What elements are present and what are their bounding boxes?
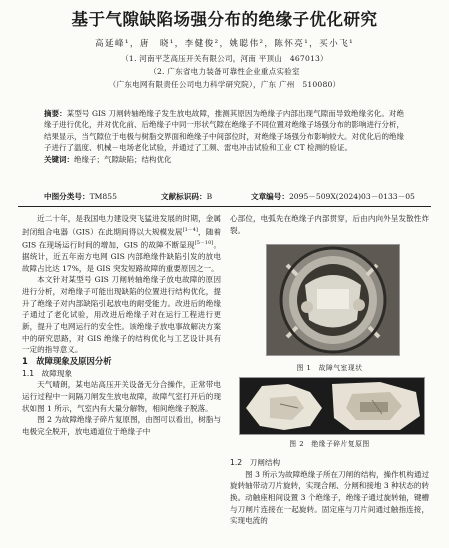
affiliation-2: （2. 广东省电力装备可靠性企业重点实验室 bbox=[149, 67, 300, 76]
figure-1-photo bbox=[266, 244, 400, 356]
affiliation-3: （广东电网有限责任公司电力科学研究院），广东 广州 510080） bbox=[108, 80, 341, 89]
section-1-1-paragraph-2: 图 2 为故障绝缘子碎片复原图，由图可以看出，树脂与电极完全脱开，放电通道位于绝缘子中 bbox=[22, 415, 221, 436]
paper-title: 基于气隙缺陷场强分布的绝缘子优化研究 bbox=[71, 10, 378, 29]
clc-value: TM855 bbox=[89, 192, 117, 201]
article-no-value: 2095－509X(2024)03－0133－05 bbox=[288, 192, 415, 201]
figure-2-caption: 图 2 绝缘子碎片复原图 bbox=[289, 440, 370, 448]
doc-code-value: B bbox=[206, 192, 213, 201]
clc-number bbox=[44, 191, 117, 202]
figure-2-photo bbox=[239, 377, 425, 435]
section-1-2-paragraph: 图 3 所示为故障绝缘子所在刀闸的结构，操作机构通过旋转轴带动刀片旋转，实现合闸、分闸和接地 3 种状态的转换。动触座相间设置 3 个绝缘子，绝缘子通过旋转轴，键槽与刀闸片连接在一起旋转。固定座与刀片间通过触指连接，实现电流的 bbox=[230, 469, 429, 526]
section-1-title: 1 故障现象及原因分析 bbox=[22, 355, 112, 366]
intro-ref-2: [5－10] bbox=[194, 239, 214, 246]
section-1-2-title: 1.2 刀闸结构 bbox=[230, 458, 281, 467]
article-number bbox=[251, 191, 415, 202]
intro-paragraph-1: 近二十年，是我国电力建设突飞猛进发展的时期，金属封闭组合电器（GIS）在此期间得以大规模发展[1－4]，随着 GIS 在现场运行时间的增加，GIS 的故障不断显现[5－10]。据统计，近五年南方电网 GIS 内部绝缘件缺陷引发的放电故障占比达 17%，是 GIS 突发短路故障的重要原因之一。 bbox=[22, 214, 221, 273]
document-code bbox=[161, 191, 212, 202]
abstract-block bbox=[44, 108, 404, 165]
figure-2-image bbox=[240, 378, 424, 434]
section-1-1-title: 1.1 故障现象 bbox=[22, 368, 73, 378]
right-column-bottom-text bbox=[230, 457, 429, 527]
section-1-1-paragraph-1: 天气晴朗，某电站高压开关设备无分合操作，正常带电运行过程中一间隔刀闸发生放电故障，故障气室打开后的现状如图 1 所示，气室内有大量分解物，相间绝缘子脱落。 bbox=[22, 380, 221, 413]
doc-code-label: 文献标识码： bbox=[161, 192, 207, 201]
article-no-label: 文章编号： bbox=[251, 192, 289, 201]
abstract-label: 摘要： bbox=[44, 109, 67, 118]
figure-1-image bbox=[267, 245, 399, 355]
affiliation-1: （1. 河南平芝高压开关有限公司，河南 平顶山 467013） bbox=[121, 54, 328, 63]
author-list: 高延峰¹，唐 晓¹，李健俊²，姚聪伟²，陈怀亮¹，买小飞¹ bbox=[95, 39, 354, 49]
clc-label: 中图分类号： bbox=[44, 192, 90, 201]
left-column bbox=[22, 213, 221, 438]
right-column-top-text bbox=[230, 213, 429, 236]
header-divider bbox=[18, 206, 431, 207]
figure-1-caption: 图 1 故障气室现状 bbox=[296, 364, 363, 372]
intro-paragraph-2: 本文针对某型号 GIS 刀闸转轴绝缘子放电故障的原因进行分析，对绝缘子可能出现缺陷的位置进行结构优化，提升了绝缘子对内部缺陷引起放电的耐受能力。改进后的绝缘子通过了老化试验，用改进后绝缘子对在运行工程进行更新，提升了电网运行的安全性。该绝缘子放电事故解决方案中的研究思路，对 GIS 绝缘子的结构优化与工艺设计具有一定的指导意义。 bbox=[22, 275, 221, 355]
intro-ref-1: [1－4] bbox=[182, 226, 198, 233]
right-top-paragraph: 心部位，电弧先在绝缘子内部贯穿，后由内向外呈发散性炸裂。 bbox=[230, 214, 429, 235]
abstract-text: 某型号 GIS 刀闸转轴绝缘子发生放电故障，推测其原因为绝缘子内部出现气隙而导致绝缘劣化。对绝缘子进行优化，并对优化前、后绝缘子中同一形状气隙在绝缘子不同位置对绝缘子场强分布的影响进行分析，结果显示，当气隙位于电极与树脂交界面和绝缘子中间部位时，对绝缘子场强分布影响较大。对优化后的绝缘子进行了温度、机械－电场老化试验，并通过了工频、雷电冲击试验和工业 CT 检测的验证。 bbox=[44, 109, 405, 153]
keywords-text: 绝缘子；气隙缺陷；结构优化 bbox=[74, 154, 172, 164]
keywords-label: 关键词： bbox=[44, 154, 74, 164]
